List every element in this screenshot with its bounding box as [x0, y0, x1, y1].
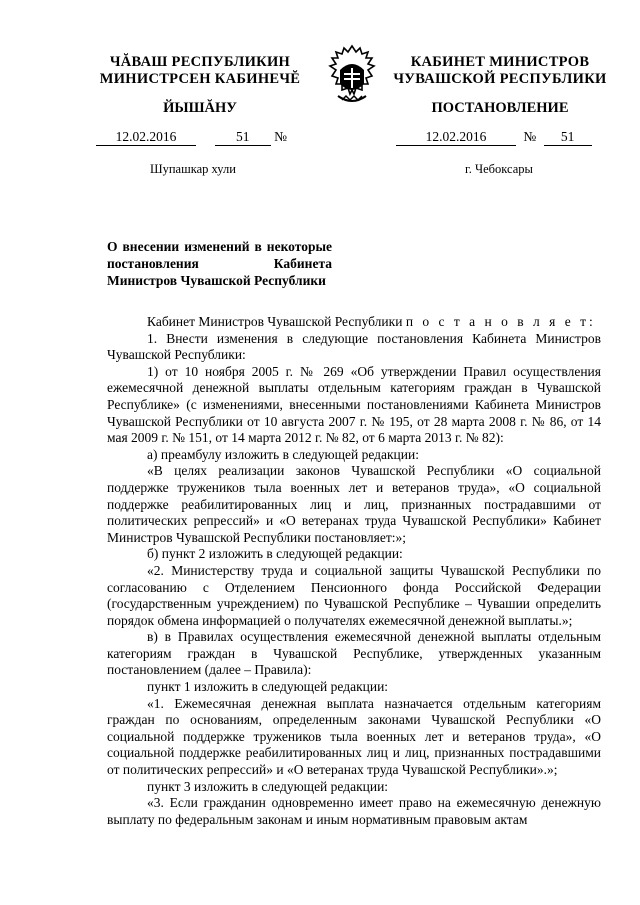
header-left-line2: МИНИСТРСЕН КАБИНЕЧĔ — [99, 71, 301, 87]
registration-right — [396, 129, 592, 146]
header-right — [385, 54, 615, 88]
header-left-line1: ЧĂВАШ РЕСПУБЛИКИН — [109, 54, 291, 70]
reg-number-right: 51 — [544, 129, 592, 146]
paragraph: 1. Внести изменения в следующие постановления Кабинета Министров Чувашской Республики: — [107, 330, 601, 363]
doc-type-left: ЙЫШĂНУ — [163, 100, 237, 116]
paragraph: «1. Ежемесячная денежная выплата назначается отдельным категориям граждан по основаниям, определенным законами Чувашской Республики «О социальной поддержке тружеников тыла военных лет и ветеранов труда», «О социальной поддержке реабилитированных лиц и лиц, признанных пострадавшими от политических репрессий» и «О ветеранах труда Чувашской Республики».»; — [107, 695, 601, 778]
paragraph: «В целях реализации законов Чувашской Республики «О социальной поддержке тружеников тыла военных лет и ветеранов труда», «О социальной поддержке реабилитированных лиц и лиц, признанных пострадавшими от политических репрессий» и «О ветеранах труда Чувашской Республики» Кабинет Министров Чувашской Республики постановляет:»; — [107, 463, 601, 545]
paragraph: 1) от 10 ноября 2005 г. № 269 «Об утверждении Правил осуществления ежемесячной денежной выплаты отдельным категориям граждан в Чувашской Республике» (с изменениями, внесенными постановлениями Кабинета Министров Чувашской Республики от 10 августа 2007 г. № 195, от 28 марта 2008 г. № 86, от 14 мая 2009 г. № 151, от 14 марта 2012 г. № 82, от 6 марта 2013 г. № 82): — [107, 363, 601, 446]
paragraph: пункт 3 изложить в следующей редакции: — [147, 778, 389, 794]
coat-of-arms-icon — [320, 44, 384, 108]
paragraph: б) пункт 2 изложить в следующей редакции: — [147, 546, 403, 562]
document-body — [107, 314, 601, 828]
document-title: О внесении изменений в некоторые постановления Кабинета Министров Чувашской Республики — [107, 239, 332, 288]
reg-number-left: 51 — [215, 129, 271, 146]
paragraph: пункт 1 изложить в следующей редакции: — [147, 679, 389, 695]
reg-number-sign-left: № — [274, 129, 288, 144]
intro-resolves: п о с т а н о в л я е т: — [405, 314, 596, 329]
header-left — [90, 54, 310, 88]
intro-paragraph — [107, 314, 601, 331]
paragraph: в) в Правилах осуществления ежемесячной денежной выплаты отдельным категориям граждан в Чувашской Республике, утвержденных указанным постановлением (далее – Правила): — [107, 629, 601, 678]
paragraph: а) преамбулу изложить в следующей редакции: — [147, 446, 419, 462]
intro-text: Кабинет Министров Чувашской Республики — [147, 314, 403, 329]
reg-date-left: 12.02.2016 — [96, 129, 196, 146]
reg-date-right: 12.02.2016 — [396, 129, 516, 146]
doc-type-right: ПОСТАНОВЛЕНИЕ — [431, 100, 569, 116]
registration-left — [96, 129, 287, 146]
place-left: Шупашкар хули — [150, 162, 236, 176]
paragraph: «3. Если гражданин одновременно имеет право на ежемесячную денежную выплату по федеральным законам и иным нормативным правовым актам — [107, 795, 601, 827]
place-right: г. Чебоксары — [465, 162, 533, 176]
header-right-line1: КАБИНЕТ МИНИСТРОВ — [410, 54, 590, 70]
reg-number-sign-right: № — [523, 129, 537, 144]
paragraph: «2. Министерству труда и социальной защиты Чувашской Республики по согласованию с Отделением Пенсионного фонда Российской Федерации (государственным учреждением) по Чувашской Республике – Чувашии определить порядок обмена информацией о получателях ежемесячной денежной выплаты.»; — [107, 562, 601, 628]
header-right-line2: ЧУВАШСКОЙ РЕСПУБЛИКИ — [393, 71, 607, 87]
